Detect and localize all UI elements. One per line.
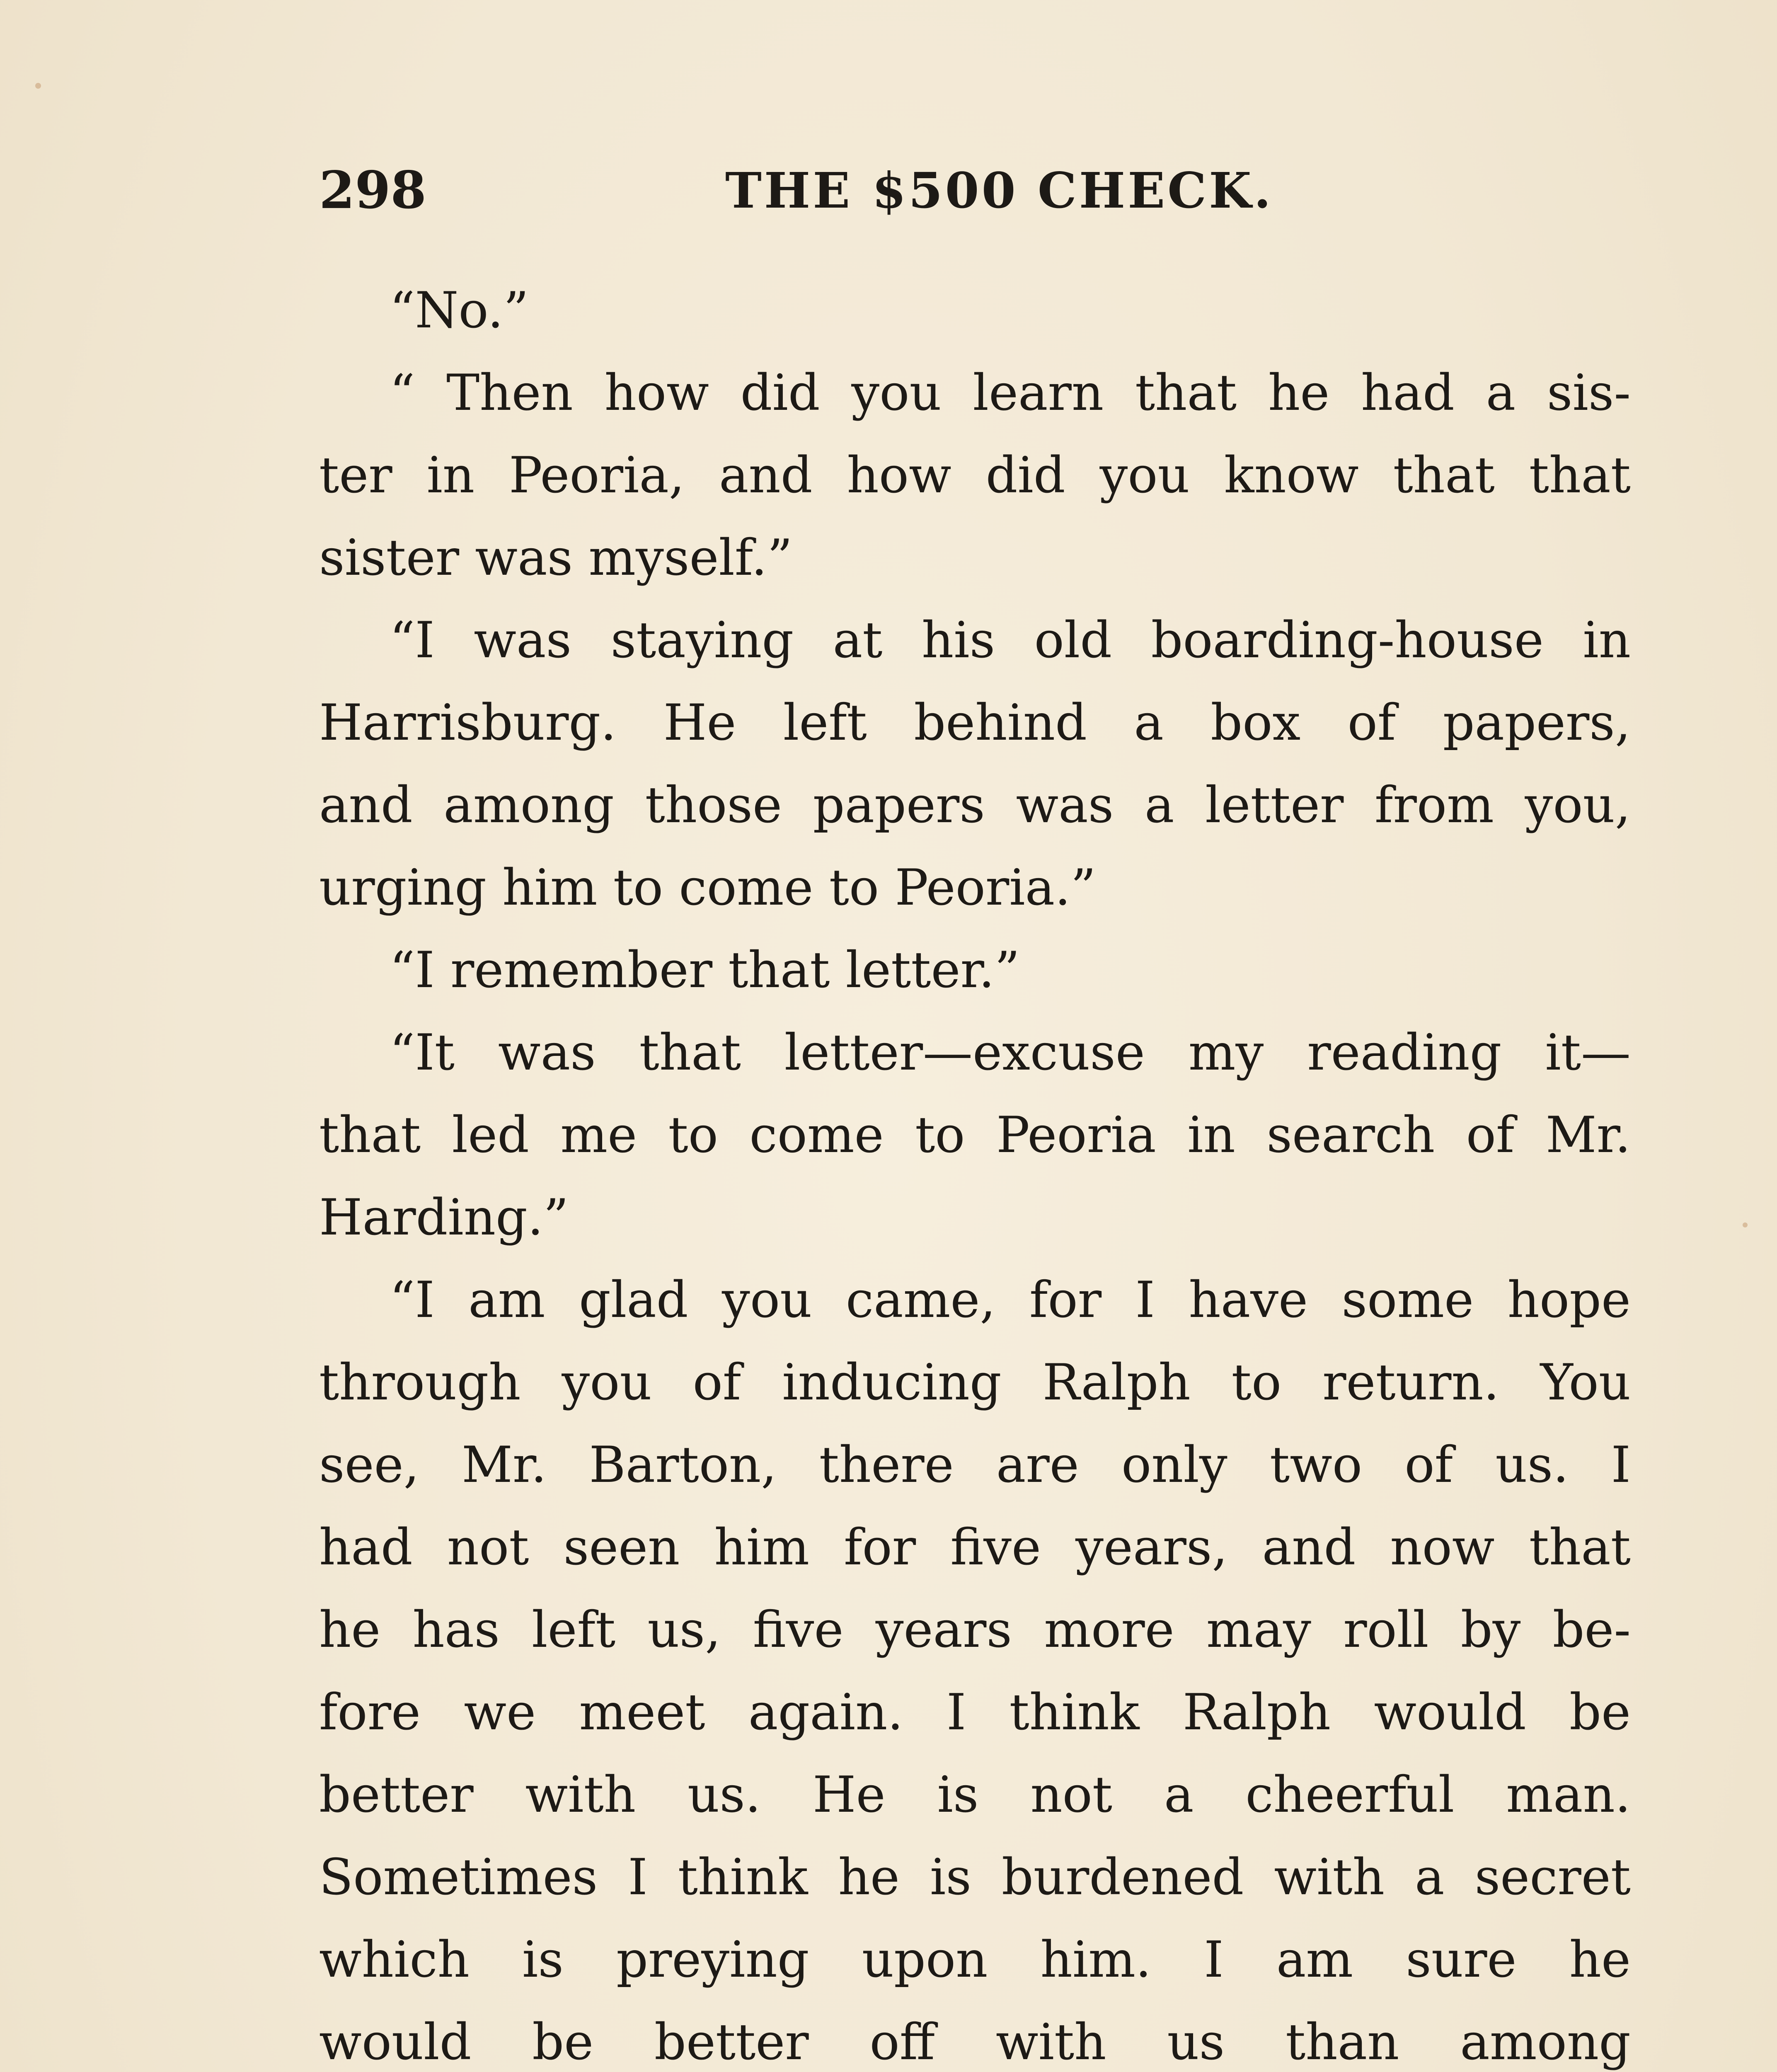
text-line: and among those papers was a letter from you,: [319, 777, 1631, 834]
text-line: better with us. He is not a cheerful man.: [319, 1766, 1631, 1824]
page-number: 298: [319, 160, 426, 220]
text-line: “It was that letter—excuse my reading it—: [390, 1024, 1631, 1082]
text-line: through you of inducing Ralph to return. You: [319, 1354, 1631, 1411]
text-line: “ Then how did you learn that he had a sis-: [390, 364, 1631, 422]
text-line: would be better off with us than among: [319, 2014, 1631, 2071]
text-line: “I am glad you came, for I have some hope: [390, 1271, 1631, 1329]
text-line: “I was staying at his old boarding-house in: [390, 612, 1631, 669]
body-text: [319, 269, 1631, 2072]
running-head: THE $500 CHECK.: [725, 162, 1273, 219]
page-header: [319, 157, 1631, 224]
text-line: had not seen him for five years, and now that: [319, 1519, 1631, 1576]
text-line: “No.”: [390, 282, 529, 339]
text-line: Sometimes I think he is burdened with a secret: [319, 1849, 1631, 1906]
paper-speck: [35, 83, 41, 89]
text-line: see, Mr. Barton, there are only two of us. I: [319, 1436, 1631, 1494]
text-line: that led me to come to Peoria in search of Mr.: [319, 1106, 1631, 1164]
text-line: he has left us, five years more may roll by be-: [319, 1601, 1631, 1659]
text-line: ter in Peoria, and how did you know that that: [319, 447, 1631, 504]
text-line: Harding.”: [319, 1189, 569, 1247]
text-line: “I remember that letter.”: [390, 942, 1020, 999]
text-line: Harrisburg. He left behind a box of papers,: [319, 694, 1631, 752]
text-line: which is preying upon him. I am sure he: [319, 1931, 1631, 1989]
text-line: sister was myself.”: [319, 529, 793, 587]
text-line: urging him to come to Peoria.”: [319, 859, 1096, 917]
text-line: fore we meet again. I think Ralph would be: [319, 1684, 1631, 1741]
paper-speck: [1743, 1222, 1748, 1227]
